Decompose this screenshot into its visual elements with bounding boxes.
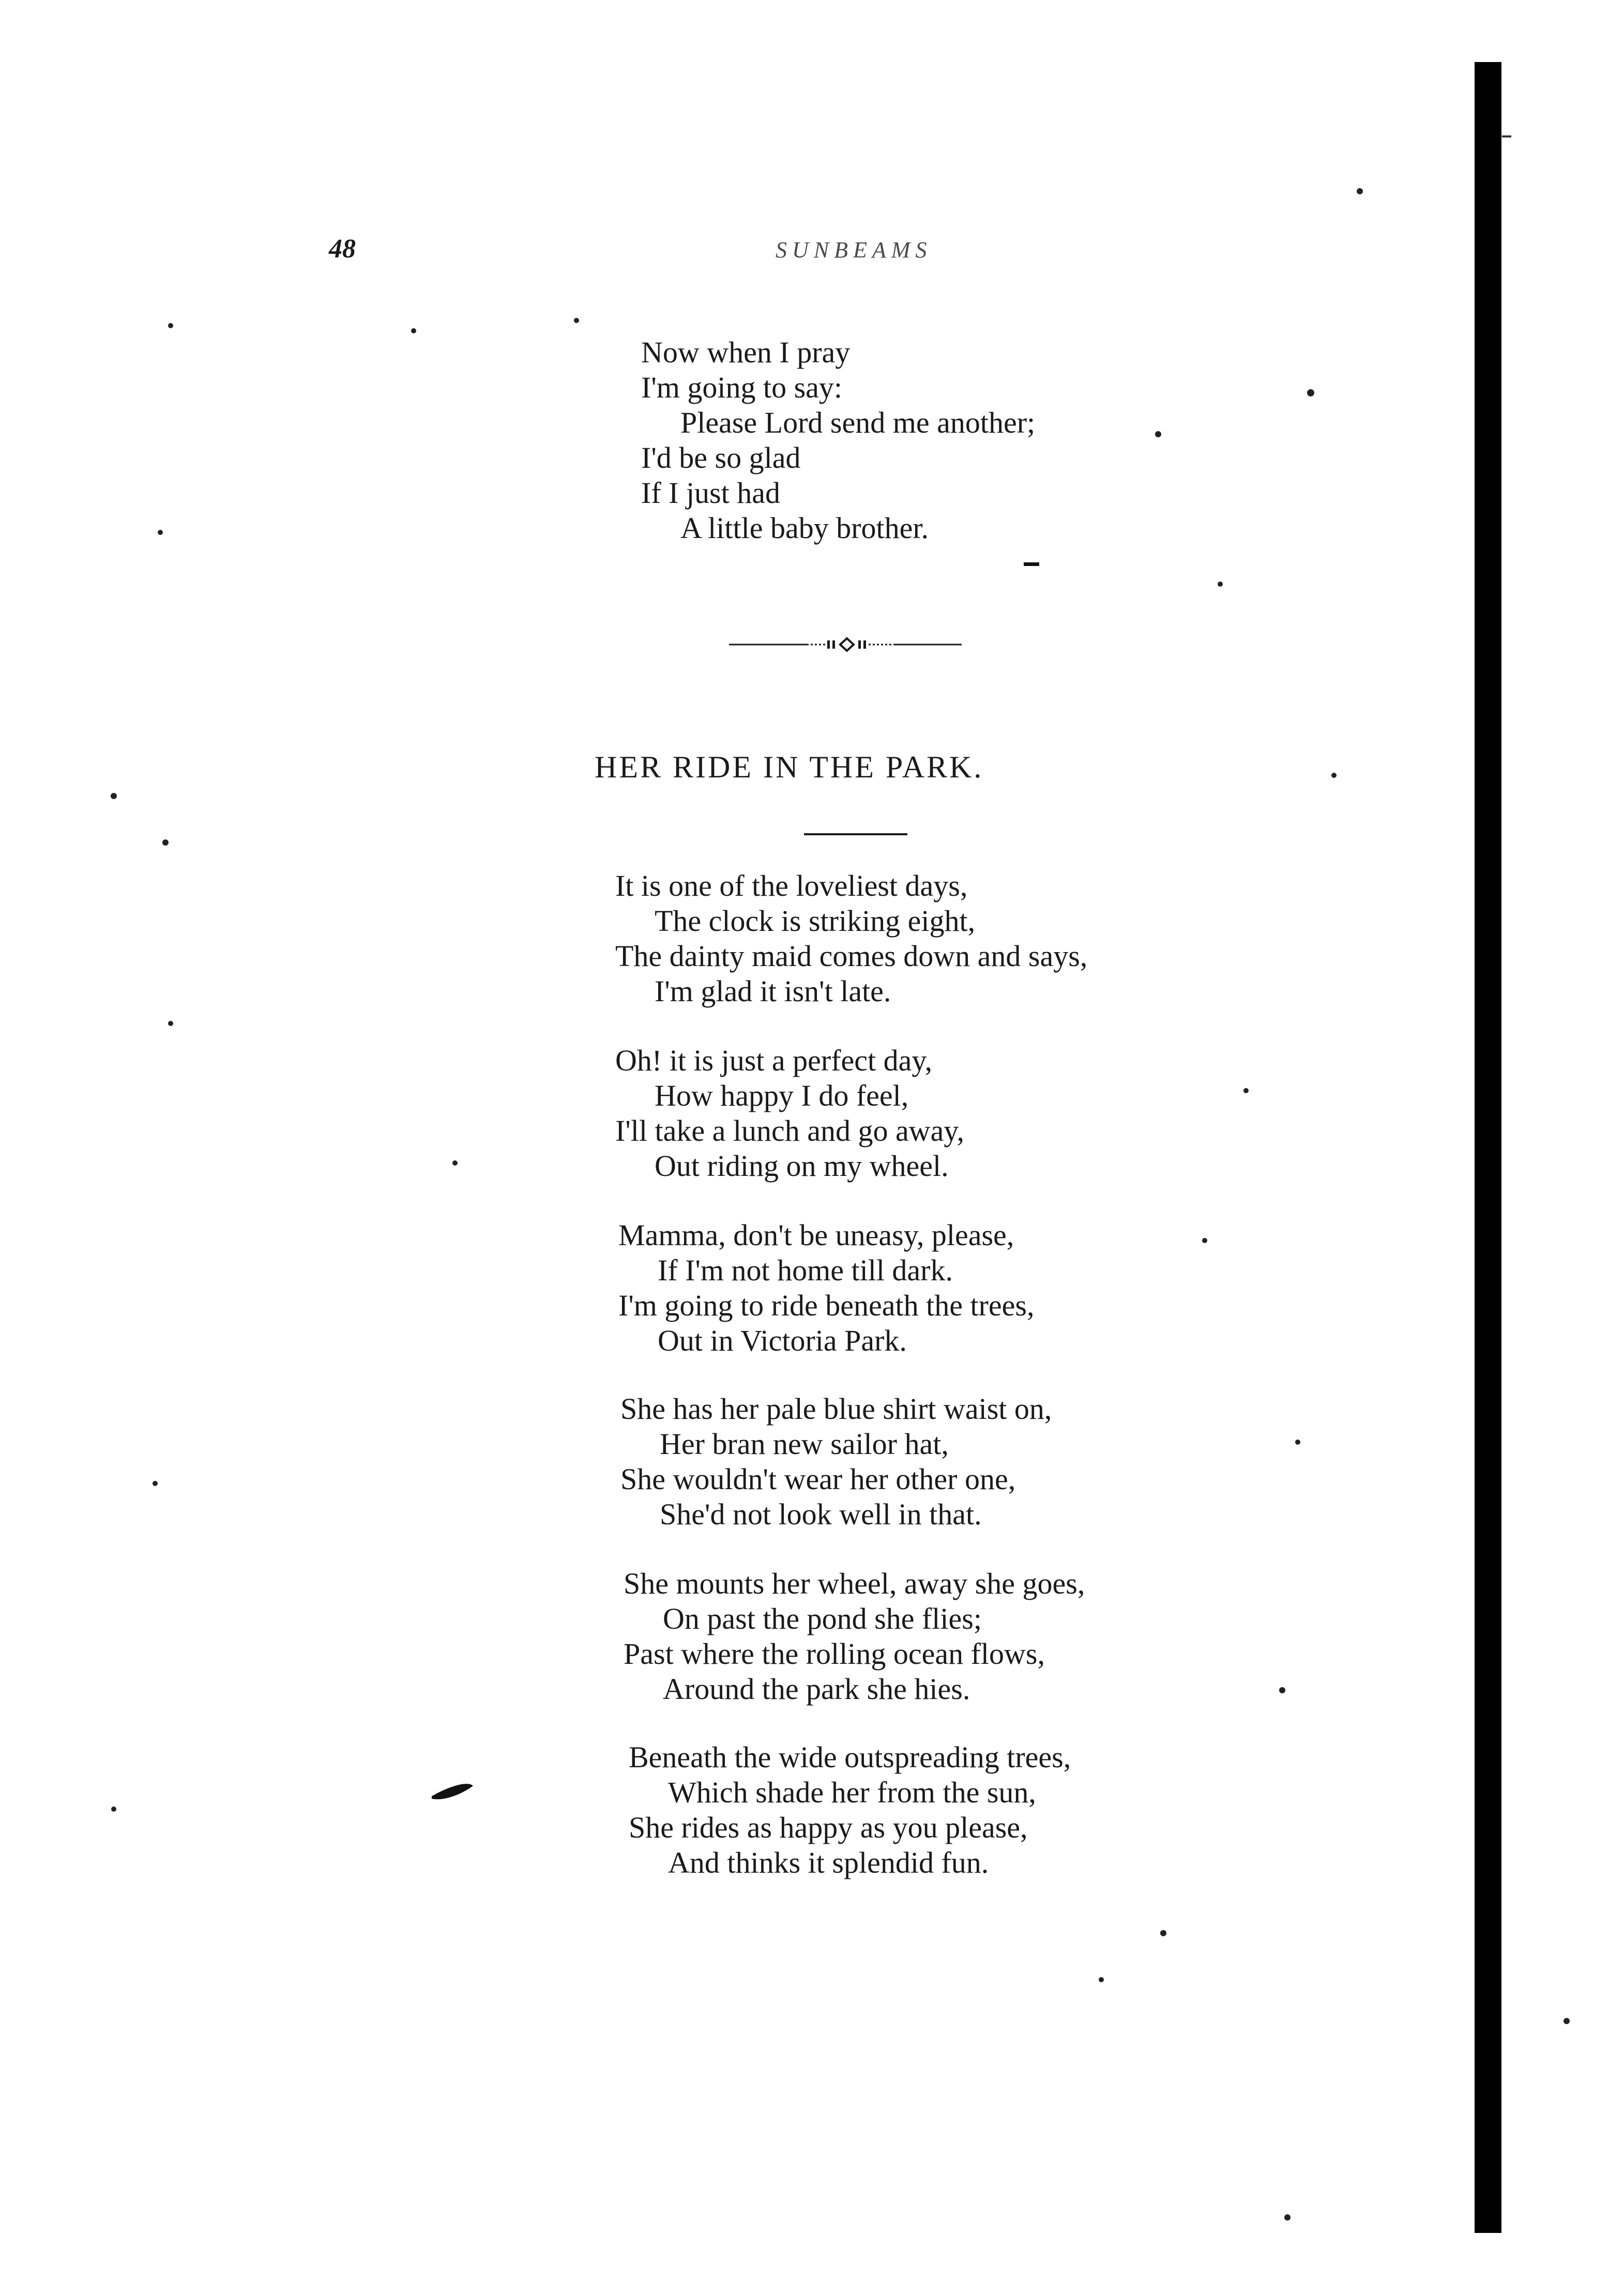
verse-line: It is one of the loveliest days, xyxy=(615,869,968,902)
verse-line: Her bran new sailor hat, xyxy=(660,1427,949,1461)
verse-line: On past the pond she flies; xyxy=(663,1602,982,1635)
verse-line: She rides as happy as you please, xyxy=(629,1811,1028,1844)
verse-line: She has her pale blue shirt waist on, xyxy=(620,1392,1052,1426)
verse-line: I'd be so glad xyxy=(641,441,801,474)
verse-line: How happy I do feel, xyxy=(655,1079,909,1112)
verse-line: A little baby brother. xyxy=(680,511,929,545)
stanza-5 xyxy=(624,1566,1085,1707)
verse-line: The clock is striking eight, xyxy=(655,904,976,938)
verse-line: I'm glad it isn't late. xyxy=(655,974,891,1008)
title-rule xyxy=(804,833,907,835)
page-number: 48 xyxy=(329,234,356,264)
top-verse xyxy=(641,335,1035,546)
verse-line: I'll take a lunch and go away, xyxy=(615,1114,965,1147)
stanza-1 xyxy=(615,868,1087,1009)
poem-title: HER RIDE IN THE PARK. xyxy=(595,750,984,784)
verse-line: Out in Victoria Park. xyxy=(658,1324,907,1357)
verse-line: I'm going to ride beneath the trees, xyxy=(618,1289,1035,1322)
verse-line: The dainty maid comes down and says, xyxy=(615,939,1088,973)
verse-line: Past where the rolling ocean flows, xyxy=(624,1637,1045,1671)
ornamental-divider xyxy=(729,637,962,652)
verse-line: If I'm not home till dark. xyxy=(658,1253,953,1287)
verse-line: Mamma, don't be uneasy, please, xyxy=(618,1218,1014,1252)
verse-line: Oh! it is just a perfect day, xyxy=(615,1044,933,1077)
verse-line: Out riding on my wheel. xyxy=(655,1149,949,1183)
verse-line: If I just had xyxy=(641,476,780,510)
stanza-2 xyxy=(615,1043,964,1184)
running-head: SUNBEAMS xyxy=(776,237,932,263)
stanza-6 xyxy=(629,1740,1071,1880)
verse-line: She wouldn't wear her other one, xyxy=(620,1462,1016,1496)
verse-line: Beneath the wide outspreading trees, xyxy=(629,1740,1071,1774)
verse-line: She'd not look well in that. xyxy=(660,1497,982,1531)
verse-line: She mounts her wheel, away she goes, xyxy=(624,1567,1085,1600)
stanza-4 xyxy=(620,1391,1052,1532)
verse-line: Please Lord send me another; xyxy=(680,406,1036,439)
verse-line: And thinks it splendid fun. xyxy=(668,1846,989,1879)
stanza-3 xyxy=(618,1218,1034,1358)
verse-line: Now when I pray xyxy=(641,335,851,369)
verse-line: Which shade her from the sun, xyxy=(668,1775,1036,1809)
verse-line: I'm going to say: xyxy=(641,371,843,404)
verse-line: Around the park she hies. xyxy=(663,1672,970,1706)
